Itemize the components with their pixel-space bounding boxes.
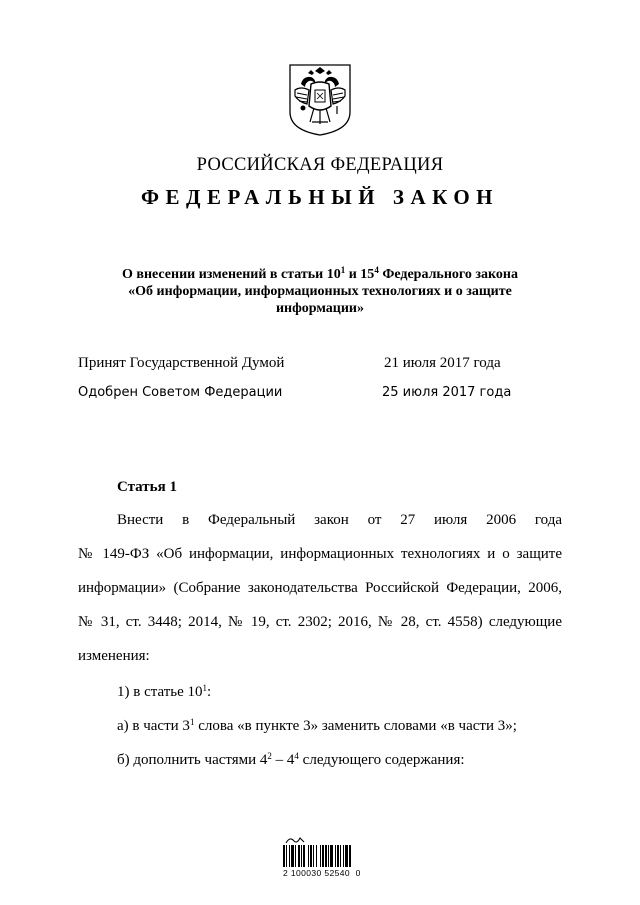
law-title-line-1: О внесении изменений в статьи $10^1$ и $15^4$ Федерального закона xyxy=(122,265,518,282)
barcode-bar xyxy=(322,845,324,867)
barcode-bar xyxy=(337,845,339,867)
country-name: РОССИЙСКАЯ ФЕДЕРАЦИЯ xyxy=(196,155,444,175)
barcode-bar xyxy=(316,845,317,867)
signature-stamp-icon xyxy=(285,832,305,842)
barcode-bar xyxy=(340,845,341,867)
barcode-bar xyxy=(330,845,333,867)
barcode-bar xyxy=(298,845,300,867)
barcode-number: 2 100030 52540 0 xyxy=(283,868,361,878)
barcode-bar xyxy=(283,845,285,867)
law-title-line-2: «Об информации, информационных технологиях и о защите xyxy=(128,284,512,299)
barcode-bar xyxy=(289,845,290,867)
barcode-bar xyxy=(286,845,287,867)
council-date: 25 июля 2017 года xyxy=(382,385,512,400)
barcode-bar xyxy=(301,845,302,867)
barcode-bar xyxy=(335,845,336,867)
paragraph-line: изменения: xyxy=(78,648,150,664)
law-title-line-3: информации» xyxy=(275,301,365,316)
barcode-bar xyxy=(320,845,321,867)
barcode-bar xyxy=(325,845,327,867)
barcode-bar xyxy=(343,845,344,867)
article-heading: Статья 1 xyxy=(117,479,177,495)
barcode-bar xyxy=(349,845,351,867)
double-headed-eagle-icon xyxy=(287,62,353,138)
list-item-1: 1) в статье $10^1$: xyxy=(117,683,212,700)
paragraph-line: Внести в Федеральный закон от 27 июля 2006 года xyxy=(117,512,562,528)
list-item-a: а) в части $3^1$ слова «в пункте 3» заменить словами «в части 3»; xyxy=(117,717,517,734)
duma-label: Принят Государственной Думой xyxy=(78,355,285,371)
coat-of-arms-emblem xyxy=(287,62,353,138)
law-title xyxy=(80,266,560,317)
duma-date: 21 июля 2017 года xyxy=(384,355,501,371)
paragraph-line: информации» (Собрание законодательства Российской Федерации, 2006, xyxy=(78,580,562,596)
barcode-bar xyxy=(310,845,312,867)
paragraph-line: № 149-ФЗ «Об информации, информационных технологиях и о защите xyxy=(78,546,562,562)
barcode xyxy=(283,845,363,867)
barcode-bar xyxy=(328,845,329,867)
list-item-b: б) дополнить частями $4^2 - 4^4$ следующего содержания: xyxy=(117,751,465,768)
council-label: Одобрен Советом Федерации xyxy=(78,385,283,400)
paragraph-line: № 31, ст. 3448; 2014, № 19, ст. 2302; 2016, № 28, ст. 4558) следующие xyxy=(78,614,562,630)
barcode-bar xyxy=(303,845,305,867)
barcode-bar xyxy=(291,845,294,867)
barcode-bar xyxy=(345,845,348,867)
barcode-bar xyxy=(295,845,296,867)
barcode-bar xyxy=(313,845,314,867)
document-type: ФЕДЕРАЛЬНЫЙ ЗАКОН xyxy=(141,185,499,209)
barcode-bar xyxy=(308,845,309,867)
